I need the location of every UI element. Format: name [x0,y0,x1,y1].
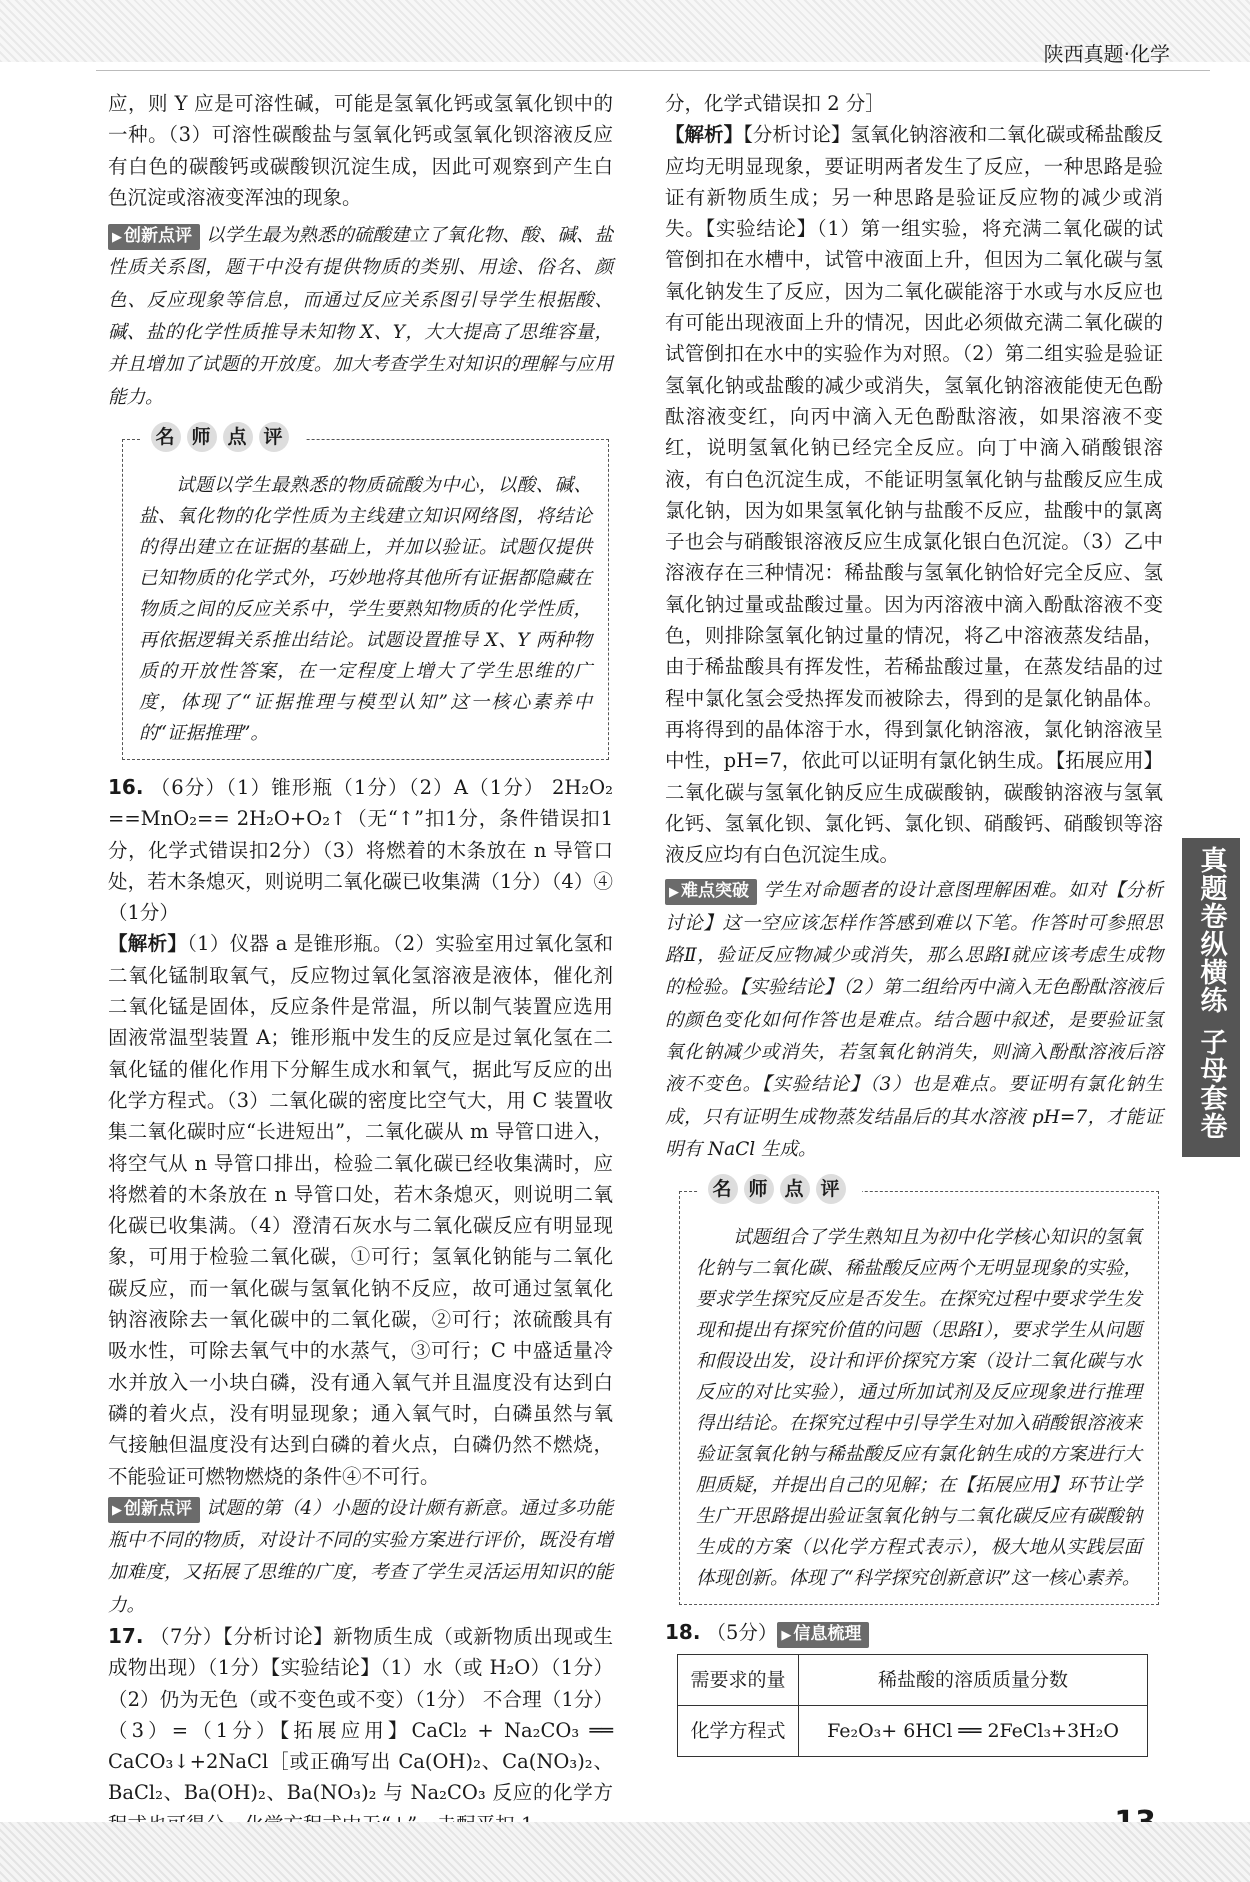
teacher-comment-title-1: 名 师 点 评 [141,422,305,453]
teacher-comment-text-2: 试题组合了学生熟知且为初中化学核心知识的氢氧化钠与二氧化碳、稀盐酸反应两个无明显现象的实验，要求学生探究反应是否发生。在探究过程中要求学生发现和提出有探究价值的问题（思路Ⅰ），要求学生从问题和假设出发，设计和评价探究方案（设计二氧化碳与水反应的对比实验），通过所加试剂及反应现象进行推理得出结论。在探究过程中引导学生对加入硝酸银溶液来验证氢氧化钠与稀盐酸反应有氯化钠生成的方案进行大胆质疑，并提出自己的见解；在【拓展应用】环节让学生广开思路提出验证氢氧化钠与二氧化碳反应有碳酸钠生成的方案（以化学方程式表示），极大地从实践层面体现创新。体现了“科学探究创新意识”这一核心素养。 [696,1227,1142,1590]
innovation-comment-1 [108,219,613,413]
left-paragraph-1: 应，则 Y 应是可溶性碱，可能是氢氧化钙或氢氧化钡中的一种。（3）可溶性碳酸盐与氢氧化钙或氢氧化钡溶液反应有白色的碳酸钙或碳酸钡沉淀生成，因此可观察到产生白色沉淀或溶液变浑浊的现象。 [108,92,613,209]
side-tab-sub-label: 子母套卷 [1195,1028,1227,1140]
header-title: 陕西真题·化学 [1043,42,1170,66]
question-17-number: 17. [108,1623,144,1648]
side-tab-main[interactable] [1182,838,1240,1031]
innovation-tag-1: ▶ 创新点评 [108,224,200,250]
teacher-comment-text-1: 试题以学生最熟悉的物质硫酸为中心，以酸、碱、盐、氧化物的化学性质为主线建立知识网络图，将结论的得出建立在证据的基础上，并加以验证。试题仅提供已知物质的化学式外，巧妙地将其他所有证据都隐藏在物质之间的反应关系中，学生要熟知物质的化学性质，再依据逻辑关系推出结论。试题设置推导 X、Y 两种物质的开放性答案，在一定程度上增大了学生思维的广度，体现了“证据推理与模型认知”这一核心素养中的“证据推理”。 [139,474,592,744]
left-column [108,88,613,1840]
teacher-comment-title-2: 名 师 点 评 [698,1174,862,1205]
table-cell: 稀盐酸的溶质质量分数 [799,1655,1148,1706]
difficulty-text: 学生对命题者的设计意图理解困难。如对【分析讨论】这一空应该怎样作答感到难以下笔。作答时可参照思路Ⅱ，验证反应物减少或消失，那么思路Ⅰ就应该考虑生成物的检验。【实验结论】（2）第二组给丙中滴入无色酚酞溶液后的颜色变化如何作答也是难点。结合题中叙述，是要验证氢氧化钠减少或消失，若氢氧化钠消失，则滴入酚酞溶液后溶液不变色。【实验结论】（3）也是难点。要证明有氯化钠生成，只有证明生成物蒸发结晶后的其水溶液 pH=7，才能证明有 NaCl 生成。 [665,880,1163,1160]
teacher-comment-box-1 [122,425,609,760]
info-table [677,1654,1148,1757]
info-tag: ▶ 信息梳理 [777,1622,869,1648]
innovation-text-2: 试题的第（4）小题的设计颇有新意。通过多功能瓶中不同的物质，对设计不同的实验方案进行评价，既没有增加难度，又拓展了思维的广度，考查了学生灵活运用知识的能力。 [108,1497,613,1616]
header-band [0,0,1250,66]
question-18-number: 18. [665,1620,701,1645]
innovation-text-1: 以学生最为熟悉的硫酸建立了氧化物、酸、碱、盐性质关系图，题干中没有提供物质的类别、用途、俗名、颜色、反应现象等信息，而通过反应关系图引导学生根据酸、碱、盐的化学性质推导未知物 X、Y，大大提高了思维容量，并且增加了试题的开放度。加大考查学生对知识的理解与应用能力。 [108,225,614,408]
header-rule [96,70,1210,71]
question-16-number: 16. [108,774,144,799]
innovation-comment-2 [108,1492,613,1621]
difficulty-tag: ▶ 难点突破 [665,879,757,905]
question-17-analysis: 【解析】【分析讨论】氢氧化钠溶液和二氧化碳或稀盐酸反应均无明显现象，要证明两者发生了反应，一种思路是验证有新物质生成；另一种思路是验证反应物的减少或消失。【实验结论】（1）第一组实验，将充满二氧化碳的试管倒扣在水槽中，试管中液面上升，但因为二氧化碳与氢氧化钠发生了反应，因为二氧化碳能溶于水或与水反应也有可能出现液面上升的情况，因此必须做充满二氧化碳的试管倒扣在水中的实验作为对照。（2）第二组实验是验证氢氧化钠或盐酸的减少或消失，氢氧化钠溶液能使无色酚酞溶液变红，向丙中滴入无色酚酞溶液，如果溶液不变红，说明氢氧化钠已经完全反应。向丁中滴入硝酸银溶液，有白色沉淀生成，不能证明氢氧化钠与盐酸反应生成氯化钠，因为如果氢氧化钠与盐酸不反应，盐酸中的氯离子也会与硝酸银溶液反应生成氯化银白色沉淀。（3）乙中溶液存在三种情况：稀盐酸与氢氧化钠恰好完全反应、氢氧化钠过量或盐酸过量。因为丙溶液中滴入酚酞溶液不变色，则排除氢氧化钠过量的情况，将乙中溶液蒸发结晶，由于稀盐酸具有挥发性，若稀盐酸过量，在蒸发结晶的过程中氯化氢会受热挥发而被除去，得到的是氯化钠晶体。再将得到的晶体溶于水，得到氯化钠溶液，氯化钠溶液呈中性，pH=7，依此可以证明有氯化钠生成。【拓展应用】二氧化碳与氢氧化钠反应生成碳酸钠，碳酸钠溶液与氢氧化钙、氢氧化钡、氯化钙、氯化钡、硝酸钙、硝酸钡等溶液反应均有白色沉淀生成。 [665,123,1163,867]
analysis-label-17: 【解析】 [665,123,744,147]
table-row [678,1706,1148,1757]
question-16-analysis: 【解析】（1）仪器 a 是锥形瓶。（2）实验室用过氧化氢和二氧化锰制取氧气，反应物过氧化氢溶液是液体，催化剂二氧化锰是固体，反应条件是常温，所以制气装置应选用固液常温型装置 A；锥形瓶中发生的反应是过氧化氢在二氧化锰的催化作用下分解生成水和氧气，据此写反应的出化学方程式。（3）二氧化碳的密度比空气大，用 C 装置收集二氧化碳时应“长进短出”，二氧化碳从 m 导管口进入，将空气从 n 导管口排出，检验二氧化碳已经收集满时，应将燃着的木条放在 n 导管口处，若木条熄灭，则说明二氧化碳已收集满。（4）澄清石灰水与二氧化碳反应有明显现象，可用于检验二氧化碳，①可行；氢氧化钠能与二氧化碳反应，而一氧化碳与氢氧化钠不反应，故可通过氢氧化钠溶液除去一氧化碳中的二氧化碳，②可行；浓硫酸具有吸水性，可除去氧气中的水蒸气，③可行；C 中盛适量冷水并放入一小块白磷，没有通入氧气并且温度没有达到白磷的着火点，没有明显现象；通入氧气时，白磷虽然与氧气接触但温度没有达到白磷的着火点，白磷仍然不燃烧，不能验证可燃物燃烧的条件④不可行。 [108,932,613,1488]
question-16-answer: 16. （6分）（1）锥形瓶（1分）（2）A（1分） 2H₂O₂ ==MnO₂== 2H₂O+O₂↑（无“↑”扣1分，条件错误扣1分，化学式错误扣2分）（3）将燃着的木条放在 n 导管口处，若木条熄灭，则说明二氧化碳已收集满（1分）（4）④（1分） [108,774,613,925]
question-17-answer: 17. （7分）【分析讨论】新物质生成（或新物质出现或生成物出现）（1分）【实验结论】（1）水（或 H₂O）（1分）（2）仍为无色（或不变色或不变）（1分） 不合理（1分）（3）=（1分）【拓展应用】CaCl₂ + Na₂CO₃ ══ CaCO₃↓+2NaCl［或正确写出 Ca(OH)₂、Ca(NO₃)₂、BaCl₂、Ba(OH)₂、Ba(NO₃)₂ 与 Na₂CO₃ 反应的化学方 [108,1623,613,1805]
table-cell: 化学方程式 [678,1706,799,1757]
table-row [678,1655,1148,1706]
right-paragraph-0: 分，化学式错误扣 2 分］ [665,92,885,115]
question-18-header: 18. （5分）▶ 信息梳理 [665,1617,1163,1648]
footer-band [0,1822,1250,1882]
side-tab-sub[interactable] [1182,1020,1240,1157]
difficulty-comment [665,874,1163,1165]
side-tab-main-label: 真题卷纵横练 [1195,846,1227,1014]
table-cell: 需要求的量 [678,1655,799,1706]
teacher-comment-box-2 [679,1178,1159,1605]
right-column [665,88,1163,1757]
table-cell: Fe₂O₃+ 6HCl ══ 2FeCl₃+3H₂O [799,1706,1148,1757]
analysis-label-16: 【解析】 [108,932,188,956]
innovation-tag-2: ▶ 创新点评 [108,1497,200,1523]
